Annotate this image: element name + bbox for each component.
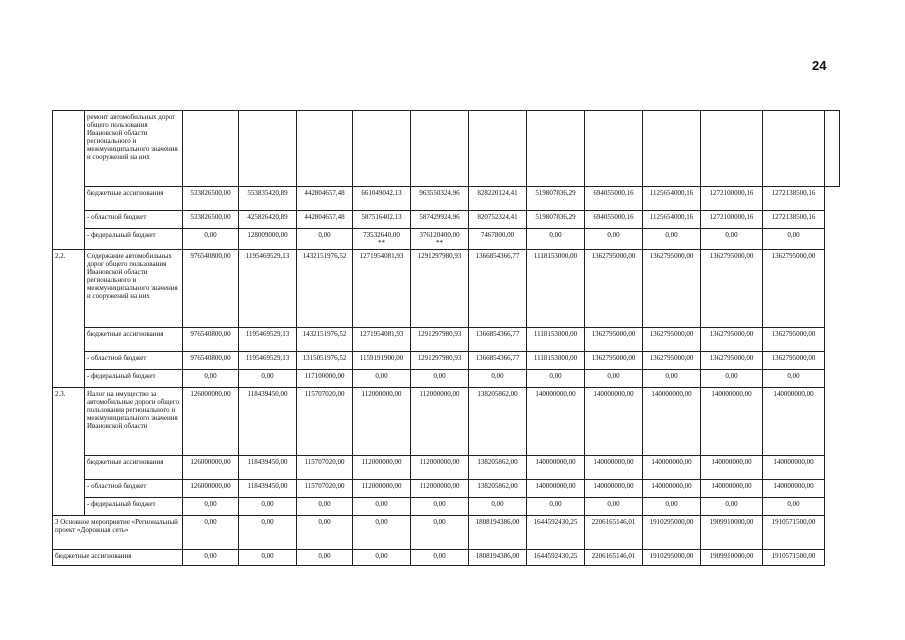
value-cell	[701, 328, 763, 352]
value-text: 0,00	[375, 372, 388, 381]
value-text: 0,00	[549, 500, 562, 509]
section-index	[53, 111, 85, 250]
value-text: 442804657,48	[304, 189, 345, 197]
value-cell	[353, 456, 411, 480]
value-text: 0,00	[549, 372, 562, 381]
value-cell	[411, 229, 469, 250]
value-cell	[585, 187, 643, 211]
value-text: 976540800,00	[190, 330, 231, 339]
value-cell	[353, 480, 411, 498]
value-cell	[585, 352, 643, 370]
value-cell	[643, 211, 701, 229]
value-text: 828220124,41	[477, 189, 518, 197]
value-cell	[527, 328, 585, 352]
value-cell	[763, 498, 825, 516]
value-text: 519807836,29	[535, 189, 576, 197]
value-cell: 140000000,00	[643, 388, 701, 456]
value-cell	[239, 352, 297, 370]
value-cell	[701, 480, 763, 498]
value-cell	[527, 498, 585, 516]
value-text: 138205862,00	[477, 482, 518, 491]
value-cell	[527, 480, 585, 498]
value-cell: 0,00	[239, 516, 297, 550]
value-cell	[585, 229, 643, 250]
value-cell: 0,00	[411, 550, 469, 566]
value-cell: 2206165146,01	[585, 550, 643, 566]
table-row	[53, 250, 840, 328]
value-cell: 0,00	[297, 550, 353, 566]
value-text: 0,00	[787, 372, 800, 381]
value-cell	[411, 352, 469, 370]
value-text: 140000000,00	[535, 458, 576, 467]
footnote-mark: **	[436, 239, 443, 248]
value-cell	[239, 328, 297, 352]
value-cell: 1432151976,52	[297, 250, 353, 328]
value-cell: 1366854366,77	[469, 250, 527, 328]
value-text: 963550324,96	[419, 189, 460, 197]
value-cell: 1362795000,00	[763, 250, 825, 328]
row-label: - федеральный бюджет	[85, 229, 183, 250]
value-text: 128009000,00	[247, 231, 288, 239]
value-cell	[763, 229, 825, 250]
value-text: 0,00	[607, 500, 620, 509]
value-text: 0,00	[375, 500, 388, 509]
value-cell: 1118153000,00	[527, 250, 585, 328]
value-text: 1432151976,52	[302, 330, 347, 339]
value-cell	[643, 229, 701, 250]
value-text: 140000000,00	[593, 482, 634, 491]
value-cell	[411, 111, 469, 187]
value-cell	[469, 187, 527, 211]
value-cell	[411, 187, 469, 211]
value-text: 0,00	[607, 372, 620, 381]
value-cell	[297, 328, 353, 352]
value-cell	[411, 370, 469, 388]
value-cell: 140000000,00	[701, 388, 763, 456]
value-text: 140000000,00	[773, 458, 814, 467]
value-cell	[353, 229, 411, 250]
section-index: 2.3.	[53, 388, 85, 516]
value-cell	[763, 328, 825, 352]
value-cell	[183, 456, 239, 480]
value-cell	[183, 187, 239, 211]
value-text: 820752324,41	[477, 213, 518, 221]
value-cell	[297, 370, 353, 388]
value-cell: 1909910000,00	[701, 516, 763, 550]
row-label: - областной бюджет	[85, 211, 183, 229]
value-cell	[701, 187, 763, 211]
value-cell	[183, 211, 239, 229]
value-cell	[239, 229, 297, 250]
value-cell: 112000000,00	[411, 388, 469, 456]
value-text: 0,00	[318, 231, 331, 239]
value-text: 140000000,00	[535, 482, 576, 491]
value-cell	[239, 498, 297, 516]
value-cell: 115707020,00	[297, 388, 353, 456]
value-cell	[527, 370, 585, 388]
table-row	[53, 456, 840, 480]
value-cell	[297, 111, 353, 187]
table-row	[53, 111, 840, 187]
value-cell	[239, 111, 297, 187]
value-cell	[469, 498, 527, 516]
value-cell	[239, 480, 297, 498]
value-cell: 1910295000,00	[643, 516, 701, 550]
value-cell: 1195469529,13	[239, 250, 297, 328]
value-cell	[527, 456, 585, 480]
value-text: 1291297980,93	[417, 354, 462, 363]
value-text: 0,00	[261, 372, 274, 381]
budget-table	[52, 110, 840, 566]
value-cell	[411, 211, 469, 229]
value-cell	[353, 328, 411, 352]
value-cell: 1362795000,00	[585, 250, 643, 328]
row-label: - федеральный бюджет	[85, 498, 183, 516]
value-cell	[585, 498, 643, 516]
table-row	[53, 498, 840, 516]
value-cell	[297, 211, 353, 229]
section-title: Содержание автомобильных дорог общего пользования Ивановской области регионального и межмуниципального значения и сооружений на них	[85, 250, 183, 328]
value-text: 376120400,00	[419, 231, 460, 239]
value-cell	[297, 456, 353, 480]
value-cell	[763, 211, 825, 229]
value-text: 112000000,00	[361, 482, 402, 491]
value-cell	[297, 187, 353, 211]
value-text: 0,00	[318, 500, 331, 509]
section-title: ремонт автомобильных дорог общего пользования Ивановской области регионального и межмуниципального значения и сооружений на них	[85, 111, 183, 187]
value-text: 1315051976,52	[302, 354, 347, 363]
value-cell	[353, 370, 411, 388]
value-cell	[353, 498, 411, 516]
value-text: 0,00	[725, 500, 738, 509]
value-cell	[469, 211, 527, 229]
value-cell	[763, 370, 825, 388]
table-row	[53, 352, 840, 370]
value-cell	[469, 352, 527, 370]
table-row	[53, 328, 840, 352]
value-cell	[763, 187, 825, 211]
value-text: 126000000,00	[190, 458, 231, 467]
value-cell: 1644592430,25	[527, 550, 585, 566]
value-text: 1159191900,00	[359, 354, 404, 363]
value-text: 1291297980,93	[417, 330, 462, 339]
value-cell: 1808194386,00	[469, 550, 527, 566]
value-text: 0,00	[204, 500, 217, 509]
value-text: 694055000,16	[593, 213, 634, 221]
value-cell	[763, 111, 825, 187]
value-cell: 1362795000,00	[701, 250, 763, 328]
value-cell	[643, 370, 701, 388]
value-cell	[527, 187, 585, 211]
value-text: 0,00	[549, 231, 562, 239]
value-cell	[297, 498, 353, 516]
value-text: 140000000,00	[593, 458, 634, 467]
value-text: 1272138500,16	[771, 189, 816, 197]
value-text: 0,00	[787, 231, 800, 239]
value-cell: 1808194386,00	[469, 516, 527, 550]
value-text: 0,00	[491, 500, 504, 509]
section-index: 2.2.	[53, 250, 85, 388]
value-text: 1362795000,00	[771, 330, 816, 339]
value-cell	[183, 352, 239, 370]
value-text: 1362795000,00	[591, 354, 636, 363]
value-cell	[643, 187, 701, 211]
value-cell	[239, 187, 297, 211]
value-text: 0,00	[787, 500, 800, 509]
value-cell: 1910571500,00	[763, 516, 825, 550]
value-text: 1118153000,00	[533, 330, 578, 339]
value-cell	[527, 111, 585, 187]
value-text: 138205862,00	[477, 458, 518, 467]
value-cell: 976540800,00	[183, 250, 239, 328]
value-cell	[527, 229, 585, 250]
value-text: 0,00	[725, 231, 738, 239]
value-cell	[469, 456, 527, 480]
value-cell	[701, 111, 763, 187]
value-cell: 2206165146,01	[585, 516, 643, 550]
value-cell: 0,00	[297, 516, 353, 550]
value-text: 0,00	[433, 372, 446, 381]
value-cell	[411, 480, 469, 498]
value-text: 1125654000,16	[649, 189, 694, 197]
value-cell	[763, 352, 825, 370]
value-cell: 126000000,00	[183, 388, 239, 456]
value-cell	[763, 456, 825, 480]
value-cell: 0,00	[411, 516, 469, 550]
value-text: 0,00	[665, 500, 678, 509]
value-text: 694055000,16	[593, 189, 634, 197]
page-number: 24	[812, 58, 827, 73]
row-label: - областной бюджет	[85, 480, 183, 498]
table-row	[53, 550, 840, 566]
value-text: 118439450,00	[247, 458, 288, 467]
value-cell	[585, 480, 643, 498]
value-text: 1195469529,13	[245, 330, 290, 339]
value-text: 587429924,96	[419, 213, 460, 221]
value-cell: 1910295000,00	[643, 550, 701, 566]
row-label: - федеральный бюджет	[85, 370, 183, 388]
row-label: бюджетные ассигнования	[53, 550, 183, 566]
value-cell	[183, 498, 239, 516]
table-row	[53, 211, 840, 229]
section-title: Налог на имущество за автомобильные дороги общего пользования регионального и межмуниципального значения Ивановской области	[85, 388, 183, 456]
value-cell	[183, 111, 239, 187]
value-cell	[239, 456, 297, 480]
value-text: 7467800,00	[480, 231, 515, 239]
value-text: 0,00	[607, 231, 620, 239]
value-cell: 1271954081,93	[353, 250, 411, 328]
value-text: 533826500,00	[190, 213, 231, 221]
value-cell	[585, 456, 643, 480]
value-text: 0,00	[433, 500, 446, 509]
table-row	[53, 516, 840, 550]
value-text: 442804657,48	[304, 213, 345, 221]
value-cell: 1644592430,25	[527, 516, 585, 550]
value-cell	[469, 370, 527, 388]
value-cell	[239, 370, 297, 388]
value-cell	[353, 187, 411, 211]
value-cell: 140000000,00	[527, 388, 585, 456]
value-text: 425826420,89	[247, 213, 288, 221]
value-cell: 0,00	[353, 516, 411, 550]
value-text: 1362795000,00	[649, 354, 694, 363]
value-cell	[297, 229, 353, 250]
value-cell	[763, 480, 825, 498]
value-text: 117100000,00	[304, 372, 345, 381]
value-cell	[297, 480, 353, 498]
value-text: 140000000,00	[711, 482, 752, 491]
row-label: - областной бюджет	[85, 352, 183, 370]
value-cell: 112000000,00	[353, 388, 411, 456]
value-text: 1272100000,16	[709, 189, 754, 197]
value-text: 1366854366,77	[475, 330, 520, 339]
value-cell	[527, 211, 585, 229]
value-cell	[353, 111, 411, 187]
value-text: 0,00	[665, 372, 678, 381]
value-text: 553835420,89	[247, 189, 288, 197]
value-text: 1271954081,93	[359, 330, 404, 339]
value-text: 0,00	[204, 372, 217, 381]
value-cell	[701, 229, 763, 250]
value-cell: 1909910000,00	[701, 550, 763, 566]
value-text: 533826500,00	[190, 189, 231, 197]
value-cell	[469, 111, 527, 187]
value-cell: 0,00	[239, 550, 297, 566]
table-row	[53, 229, 840, 250]
value-text: 0,00	[665, 231, 678, 239]
value-text: 140000000,00	[651, 458, 692, 467]
value-text: 140000000,00	[711, 458, 752, 467]
value-text: 115707020,00	[304, 482, 345, 491]
value-cell	[469, 229, 527, 250]
value-text: 115707020,00	[304, 458, 345, 467]
value-text: 0,00	[204, 231, 217, 239]
value-text: 140000000,00	[651, 482, 692, 491]
value-cell	[183, 229, 239, 250]
value-cell	[585, 328, 643, 352]
value-cell: 0,00	[183, 550, 239, 566]
value-cell: 118439450,00	[239, 388, 297, 456]
value-text: 0,00	[261, 500, 274, 509]
value-cell	[183, 480, 239, 498]
table-row	[53, 370, 840, 388]
value-cell	[411, 498, 469, 516]
value-text: 1362795000,00	[649, 330, 694, 339]
value-text: 118439450,00	[247, 482, 288, 491]
value-cell	[643, 456, 701, 480]
table-row	[53, 388, 840, 456]
value-cell	[701, 211, 763, 229]
value-cell: 0,00	[183, 516, 239, 550]
value-cell	[353, 352, 411, 370]
value-text: 1272138500,16	[771, 213, 816, 221]
value-cell	[353, 211, 411, 229]
value-cell	[239, 211, 297, 229]
value-cell	[701, 498, 763, 516]
value-cell	[297, 352, 353, 370]
main-activity-title: 3 Основное мероприятие «Региональный проект «Дорожная сеть»	[53, 516, 183, 550]
value-text: 1362795000,00	[709, 354, 754, 363]
value-cell	[411, 456, 469, 480]
value-cell	[643, 498, 701, 516]
value-cell	[585, 370, 643, 388]
value-cell	[585, 211, 643, 229]
value-cell	[469, 480, 527, 498]
value-text: 1366854366,77	[475, 354, 520, 363]
value-text: 1125654000,16	[649, 213, 694, 221]
value-cell	[701, 370, 763, 388]
row-label: бюджетные ассигнования	[85, 456, 183, 480]
value-cell	[701, 456, 763, 480]
value-cell	[411, 328, 469, 352]
value-text: 112000000,00	[419, 458, 460, 467]
value-cell	[643, 480, 701, 498]
footnote-mark: **	[378, 239, 385, 248]
value-cell	[527, 352, 585, 370]
value-text: 1362795000,00	[591, 330, 636, 339]
value-cell	[643, 352, 701, 370]
value-text: 661049042,13	[361, 189, 402, 197]
value-text: 140000000,00	[773, 482, 814, 491]
value-text: 519807836,29	[535, 213, 576, 221]
value-text: 126000000,00	[190, 482, 231, 491]
row-label: бюджетные ассигнования	[85, 328, 183, 352]
value-cell: 0,00	[353, 550, 411, 566]
value-text: 1118153000,00	[533, 354, 578, 363]
value-text: 1272100000,16	[709, 213, 754, 221]
value-cell	[643, 328, 701, 352]
value-cell	[469, 328, 527, 352]
value-text: 0,00	[491, 372, 504, 381]
value-text: 73532640,00	[363, 231, 400, 239]
value-text: 976540800,00	[190, 354, 231, 363]
value-cell	[701, 352, 763, 370]
value-text: 1362795000,00	[709, 330, 754, 339]
value-cell: 140000000,00	[763, 388, 825, 456]
value-cell: 140000000,00	[585, 388, 643, 456]
value-cell	[643, 111, 701, 187]
value-text: 1362795000,00	[771, 354, 816, 363]
value-cell: 1910571500,00	[763, 550, 825, 566]
value-cell: 1291297980,93	[411, 250, 469, 328]
table-row	[53, 480, 840, 498]
value-text: 0,00	[725, 372, 738, 381]
value-cell	[585, 111, 643, 187]
row-label: бюджетные ассигнования	[85, 187, 183, 211]
value-cell: 138205862,00	[469, 388, 527, 456]
table-row	[53, 187, 840, 211]
value-text: 1195469529,13	[245, 354, 290, 363]
value-text: 112000000,00	[361, 458, 402, 467]
value-cell: 1362795000,00	[643, 250, 701, 328]
value-text: 587516402,13	[361, 213, 402, 221]
value-cell	[825, 111, 840, 187]
value-text: 112000000,00	[419, 482, 460, 491]
value-cell	[183, 328, 239, 352]
value-cell	[183, 370, 239, 388]
